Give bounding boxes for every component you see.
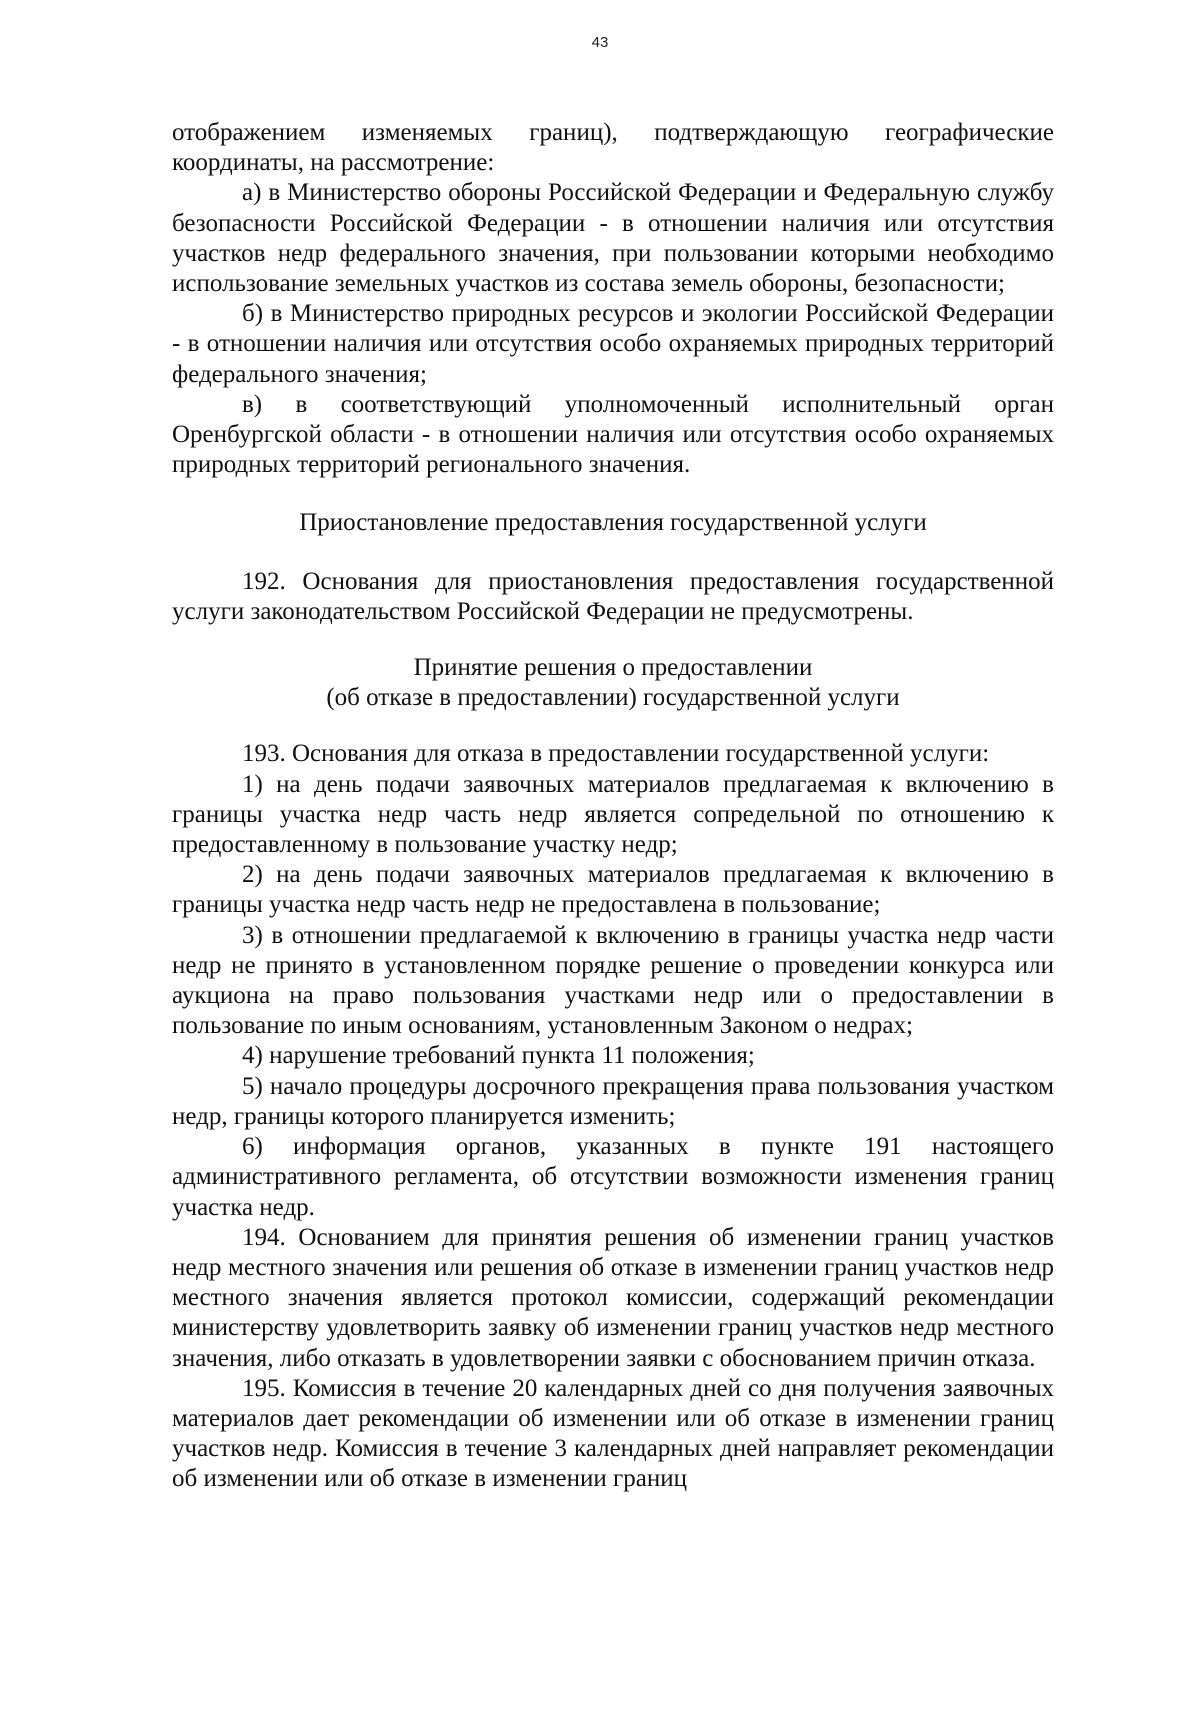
document-body: [172, 118, 1054, 1495]
section-heading-decision: [172, 653, 1054, 713]
paragraph-192: 192. Основания для приостановления предоставления государственной услуги законодательством Российской Федерации не предусмотрены.: [172, 567, 1054, 625]
paragraph-193-item-6: 6) информация органов, указанных в пункте 191 настоящего административного регламента, об отсутствии возможности изменения границ участка недр.: [172, 1133, 1054, 1221]
paragraph-193-item-2: 2) на день подачи заявочных материалов предлагаемая к включению в границы участка недр часть недр не предоставлена в пользование;: [172, 861, 1054, 919]
paragraph-item-v: в) в соответствующий уполномоченный исполнительный орган Оренбургской области - в отношении наличия или отсутствия особо охраняемых природных территорий регионального значения.: [172, 390, 1054, 479]
paragraph-193-item-1: 1) на день подачи заявочных материалов предлагаемая к включению в границы участка недр часть недр является сопредельной по отношению к предоставленному в пользование участку недр;: [172, 770, 1054, 859]
page-number: 43: [591, 34, 609, 51]
paragraph-continuation: отображением изменяемых границ), подтверждающую географические координаты, на рассмотрение:: [172, 119, 1054, 177]
paragraph-193: 193. Основания для отказа в предоставлении государственной услуги:: [242, 740, 990, 768]
section-heading-suspension: Приостановление предоставления государственной услуги: [299, 509, 927, 537]
paragraph-193-item-3: 3) в отношении предлагаемой к включению в границы участка недр части недр не принято в установленном порядке решение о проведении конкурса или аукциона на право пользования участками недр или о предоставлении в пользование по иным основаниям, установленным Законом о недрах;: [172, 921, 1054, 1040]
paragraph-195: 195. Комиссия в течение 20 календарных дней со дня получения заявочных материалов дает рекомендации об изменении или об отказе в изменении границ участков недр. Комиссия в течение 3 календарных дней направляет рекомендации об изменении или об отказе в изменении границ: [172, 1374, 1054, 1493]
section-heading-decision-line1: Принятие решения о предоставлении: [413, 654, 813, 682]
paragraph-item-a: а) в Министерство обороны Российской Федерации и Федеральную службу безопасности Российской Федерации - в отношении наличия или отсутствия участков недр федерального значения, при пользовании которыми необходимо использование земельных участков из состава земель обороны, безопасности;: [172, 179, 1054, 298]
paragraph-193-item-5: 5) начало процедуры досрочного прекращения права пользования участком недр, границы которого планируется изменить;: [172, 1072, 1054, 1130]
section-heading-decision-line2: (об отказе в предоставлении) государственной услуги: [326, 684, 900, 712]
paragraph-193-item-4: 4) нарушение требований пункта 11 положения;: [242, 1042, 755, 1070]
paragraph-item-b: б) в Министерство природных ресурсов и экологии Российской Федерации - в отношении наличия или отсутствия особо охраняемых природных территорий федерального значения;: [172, 300, 1054, 388]
paragraph-194: 194. Основанием для принятия решения об изменении границ участков недр местного значения или решения об отказе в изменении границ участков недр местного значения является протокол комиссии, содержащий рекомендации министерству удовлетворить заявку об изменении границ участков недр местного значения, либо отказать в удовлетворении заявки с обоснованием причин отказа.: [172, 1223, 1054, 1372]
